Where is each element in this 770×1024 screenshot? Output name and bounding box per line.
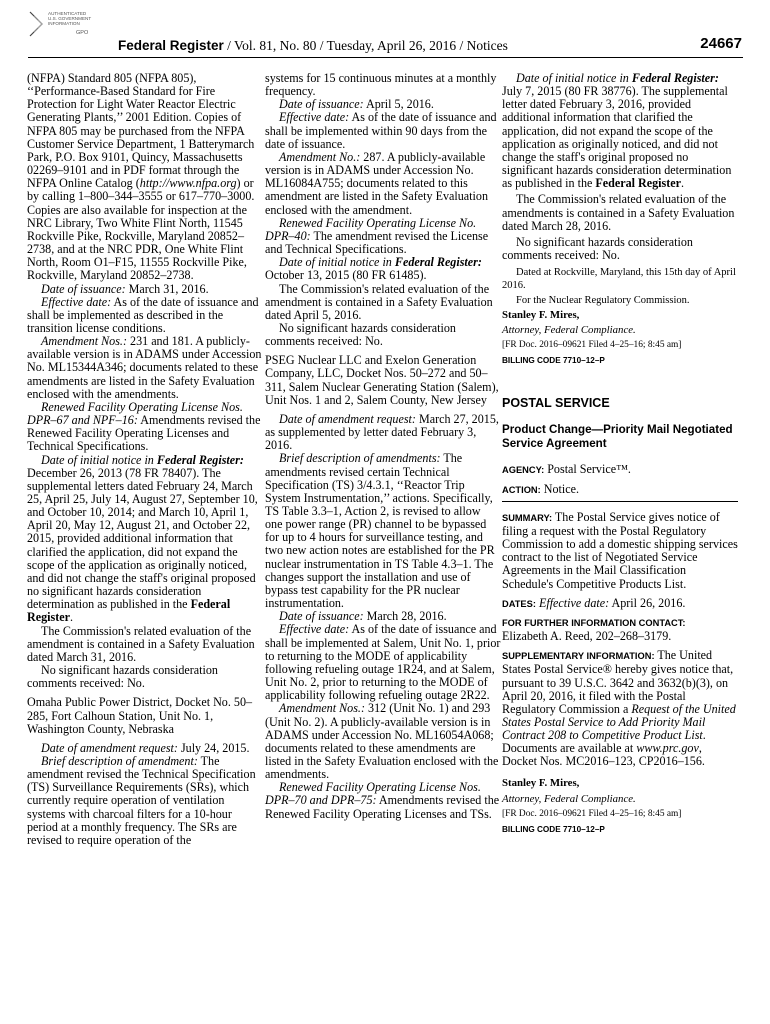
for-commission: For the Nuclear Regulatory Commission. bbox=[516, 295, 690, 307]
renewed-license: Renewed Facility Operating License No. DPR–40: The amendment revised the License and Technical Specifications. bbox=[265, 215, 489, 257]
amendment-nos-2: Amendment Nos.: 312 (Unit No. 1) and 293 (Unit No. 2). A publicly-available version is in ADAMS under Accession No. ML16054A068; documents related to these amendments are listed in the Safety Evaluation enclosed with the amendments. bbox=[265, 701, 499, 782]
amendment-nos: Amendment Nos.: 231 and 181. A publicly-available version is in ADAMS under Accession No. ML15344A346; documents related to these amendments are listed in the Safety Evaluation enclosed with the amendments. bbox=[27, 334, 262, 401]
no-comments: No significant hazards consideration comments received: No. bbox=[502, 234, 693, 263]
date-of-issuance: Date of issuance: March 31, 2016. bbox=[41, 281, 209, 296]
amendment-request-date: Date of amendment request: July 24, 2015. bbox=[41, 740, 250, 755]
agency-line: AGENCY: Postal Service™. bbox=[502, 461, 631, 476]
signer-name-2: Stanley F. Mires, bbox=[502, 776, 580, 789]
billing-code-2: BILLING CODE 7710–12–P bbox=[502, 824, 605, 834]
nfpa-url[interactable]: http://www.nfpa.org bbox=[139, 176, 237, 191]
publication-name: Federal Register bbox=[118, 38, 224, 53]
signer-name: Stanley F. Mires, bbox=[502, 309, 580, 322]
dated-line: Dated at Rockville, Maryland, this 15th day of April 2016. bbox=[502, 267, 736, 292]
commission-evaluation: The Commission's related evaluation of the amendment is contained in a Safety Evaluation dated April 5, 2016. bbox=[265, 281, 493, 322]
effective-date-2: Effective date: As of the date of issuance and shall be implemented at Salem, Unit No. 1, prior to returning to the MODE of applicability following refueling outage 1R24, and at Salem, Unit No. 2, prior to returning to the MODE of applicability following refueling outage 2R22. bbox=[265, 622, 501, 703]
signer-title-2: Attorney, Federal Compliance. bbox=[502, 792, 636, 805]
logo-text-1: AUTHENTICATED bbox=[48, 11, 87, 16]
effective-date: Effective date: As of the date of issuance and shall be implemented as described in the transition license conditions. bbox=[27, 294, 259, 335]
column-3 bbox=[502, 72, 738, 836]
nfpa-paragraph: (NFPA) Standard 805 (NFPA 805), ‘‘Performance-Based Standard for Fire Protection for Light Water Reactor Electric Generating Plants,’’ 2001 Edition. Copies of NFPA 805 may be purchased from the NFPA Customer Service Department, 1 Batterymarch Park, P.O. Box 9101, Quincy, Massachusetts 02269–9101 and in PDF format through the NFPA Online Catalog (http://www.nfpa.org) or by calling 1–800–344–3555 or 617–770–3000. Copies are also available for inspection at the NRC Library, Two White Flint North, 11545 Rockville Pike, Rockville, Maryland 20852–2738, and at the NRC PDR, One White Flint North, Room O1–F15, 11555 Rockville Pike, Rockville, Maryland 20852–2738. bbox=[27, 71, 255, 283]
agency-heading: POSTAL SERVICE bbox=[502, 396, 610, 411]
logo-text-2: U.S. GOVERNMENT bbox=[48, 16, 92, 21]
commission-evaluation: The Commission's related evaluation of the amendments is contained in a Safety Evaluation dated March 28, 2016. bbox=[502, 192, 735, 233]
section-rule bbox=[502, 501, 738, 502]
amendment-request-date: Date of amendment request: March 27, 2015, as supplemented by letter dated February 3, 2016. bbox=[265, 411, 499, 453]
omaha-docket-heading: Omaha Public Power District, Docket No. 50–285, Fort Calhoun Station, Unit No. 1, Washington County, Nebraska bbox=[27, 695, 253, 736]
fr-doc-line-2: [FR Doc. 2016–09621 Filed 4–25–16; 8:45 am] bbox=[502, 808, 682, 819]
logo-text-3: INFORMATION bbox=[48, 21, 80, 26]
page-number: 24667 bbox=[700, 35, 742, 52]
continued-paragraph: systems for 15 continuous minutes at a monthly frequency. bbox=[265, 71, 497, 99]
amendment-no: Amendment No.: 287. A publicly-available version is in ADAMS under Accession No. ML16084A755; documents related to this amendment are listed in the Safety Evaluation enclosed with the amendment. bbox=[265, 149, 488, 217]
fr-doc-line: [FR Doc. 2016–09621 Filed 4–25–16; 8:45 am] bbox=[502, 340, 682, 351]
signer-title: Attorney, Federal Compliance. bbox=[502, 324, 636, 337]
gpo-authenticated-logo bbox=[28, 8, 113, 40]
column-2 bbox=[265, 72, 501, 821]
date-of-issuance-2: Date of issuance: March 28, 2016. bbox=[279, 609, 447, 624]
no-comments: No significant hazards consideration comments received: No. bbox=[265, 320, 456, 349]
action-line: ACTION: Notice. bbox=[502, 481, 580, 496]
logo-text-4: GPO bbox=[76, 30, 89, 36]
no-comments: No significant hazards consideration comments received: No. bbox=[27, 663, 218, 691]
running-header bbox=[118, 38, 508, 54]
supplementary-info: SUPPLEMENTARY INFORMATION: The United States Postal Service® hereby gives notice that, pursuant to 39 U.S.C. 3642 and 3632(b)(3), on April 20, 2016, it filed with the Postal Regulatory Commission a Request of the United States Postal Service to Add Priority Mail Contract 208 to Competitive Product List. Documents are available at www.prc.gov, Docket Nos. MC2016–123, CP2016–156. bbox=[502, 648, 736, 769]
summary: SUMMARY: The Postal Service gives notice of filing a request with the Postal Regulatory Commission to add a domestic shipping services contract to the list of Negotiated Service Agreements in the Mail Classification Schedule's Competitive Products List. bbox=[502, 509, 738, 591]
date-of-issuance: Date of issuance: April 5, 2016. bbox=[279, 97, 434, 112]
initial-notice: Date of initial notice in Federal Register: July 7, 2015 (80 FR 38776). The supplemental letter dated February 3, 2016, provided additional information that clarified the application, did not expand the scope of the application as originally noticed, and did not change the staff's original proposed no significant hazards consideration determination as published in the Federal Register. bbox=[502, 71, 732, 191]
commission-evaluation: The Commission's related evaluation of the amendment is contained in a Safety Evaluation dated March 31, 2016. bbox=[27, 623, 255, 664]
pseg-docket-heading: PSEG Nuclear LLC and Exelon Generation Company, LLC, Docket Nos. 50–272 and 50–311, Salem Nuclear Generating Station (Salem), Unit Nos. 1 and 2, Salem County, New Jersey bbox=[265, 353, 499, 407]
renewed-license: Renewed Facility Operating License Nos. DPR–67 and NPF–16: Amendments revised the Renewed Facility Operating Licenses and Technical Specifications. bbox=[27, 399, 261, 454]
contact-label: FOR FURTHER INFORMATION CONTACT: bbox=[502, 617, 686, 628]
contact: Elizabeth A. Reed, 202–268–3179. bbox=[502, 629, 672, 644]
initial-notice: Date of initial notice in Federal Register: October 13, 2015 (80 FR 61485). bbox=[265, 255, 482, 283]
header-rule bbox=[28, 57, 743, 58]
issue-details: / Vol. 81, No. 80 / Tuesday, April 26, 2016 / Notices bbox=[223, 38, 508, 53]
prc-url[interactable]: www.prc.gov bbox=[636, 741, 699, 756]
initial-notice: Date of initial notice in Federal Register: December 26, 2013 (78 FR 78407). The supplemental letters dated February 24, March 25, April 25, July 14, August 27, September 10, and October 10, 2014; and March 10, April 1, April 20, May 12, August 21, and October 22, 2015, provided additional information that clarified the application, did not expand the scope of the application as originally noticed, and did not change the staff's original proposed no significant hazards consideration determination as published in the Federal Register. bbox=[27, 452, 258, 625]
brief-description: Brief description of amendments: The amendments revised certain Technical Specification (TS) 3/4.3.1, ‘‘Reactor Trip System Instrumentation,’’ actions. Specifically, TS Table 3.3–1, Action 2, is revised to allow one power range (PR) channel to be bypassed for up to 4 hours for surveillance testing, and two new action notes are established for the PR nuclear instrumentation in TS Table 4.3–1. The changes support the installation and use of bypass test capability for the PR nuclear instrumentation. bbox=[265, 451, 495, 611]
effective-date: Effective date: As of the date of issuance and shall be implemented within 90 days from the date of issuance. bbox=[265, 110, 497, 151]
document-title: Product Change—Priority Mail Negotiated Service Agreement bbox=[502, 422, 733, 450]
billing-code: BILLING CODE 7710–12–P bbox=[502, 356, 605, 366]
brief-description: Brief description of amendment: The amendment revised the Technical Specification (TS) Surveillance Requirements (SRs), which currently require operation of ventilation systems with charcoal filters for a 10-hour period at a monthly frequency. The SRs are revised to require operation of the bbox=[27, 753, 256, 847]
dates: DATES: Effective date: April 26, 2016. bbox=[502, 595, 686, 610]
column-1 bbox=[27, 72, 263, 847]
renewed-license-2: Renewed Facility Operating License Nos. DPR–70 and DPR–75: Amendments revised the Renewed Facility Operating Licenses and TSs. bbox=[265, 780, 500, 821]
